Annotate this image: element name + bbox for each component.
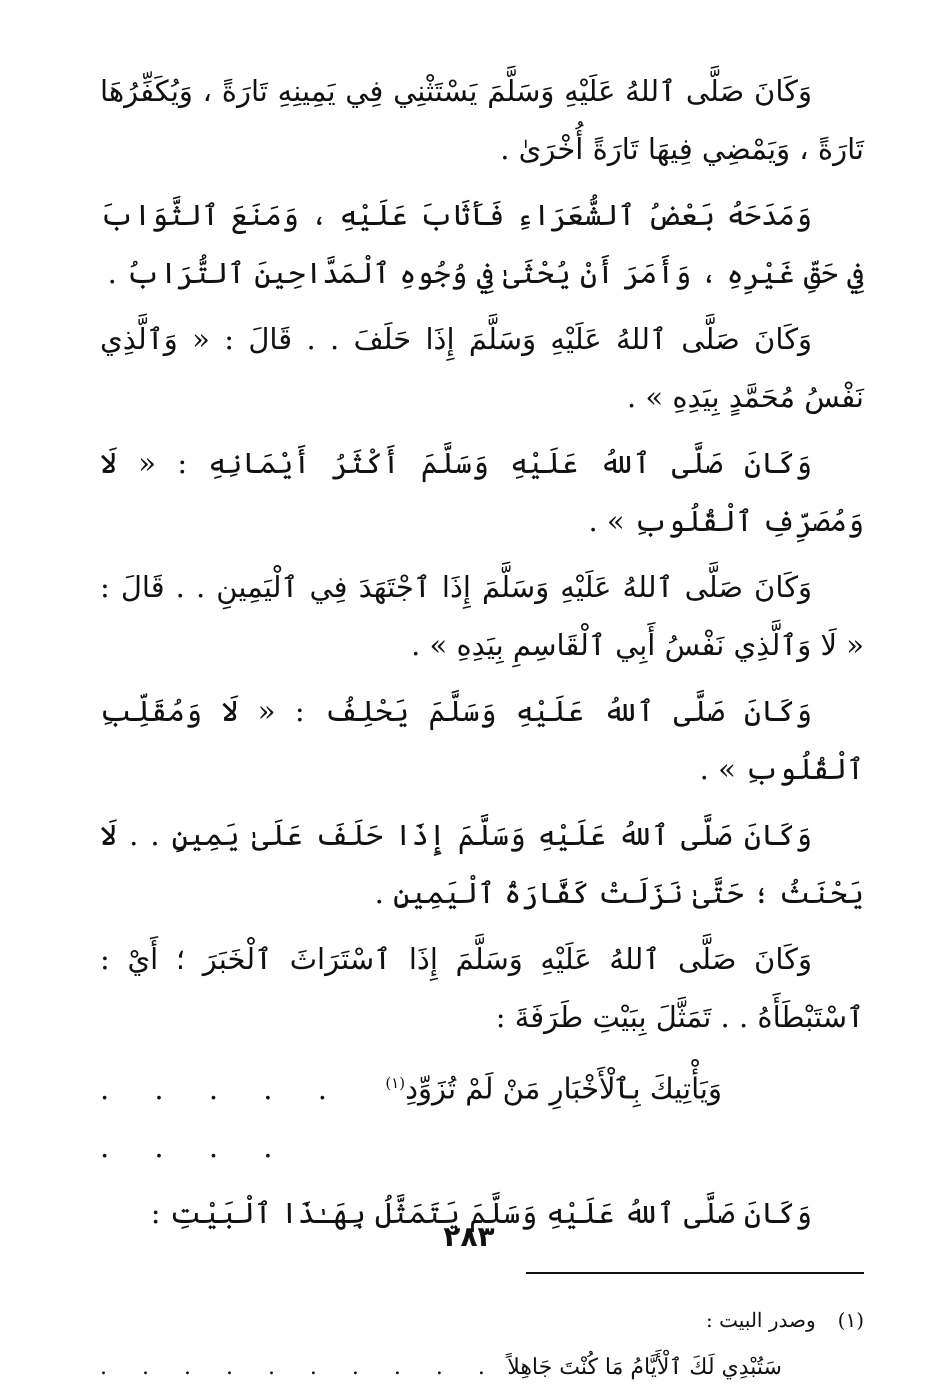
footnote-divider xyxy=(526,1272,864,1274)
paragraph-praise-of-poets: وَمَدَحَهُ بَعْضُ ٱلشُّعَرَاءِ فَأَثَابَ عَلَيْهِ ، وَمَنَعَ ٱلثَّوَابَ فِي حَقِّ غَيْرِهِ ، وَأَمَرَ أَنْ يُحْثَىٰ فِي وُجُوهِ ٱلْمَدَّاحِينَ ٱلتُّرَابُ . xyxy=(100,198,864,290)
paragraph-most-frequent-oath: وَكَانَ صَلَّى ٱللهُ عَلَيْهِ وَسَلَّمَ أَكْثَرُ أَيْمَانِهِ : « لَا وَمُصَرِّفِ ٱلْقُلُوبِ » . xyxy=(100,446,864,538)
paragraph-tarafa-verse-intro: وَكَانَ صَلَّى ٱللهُ عَلَيْهِ وَسَلَّمَ إِذَا ٱسْتَرَاثَ ٱلْخَبَرَ ؛ أَيْ : ٱسْتَبْطَأَهُ . . تَمَثَّلَ بِبَيْتِ طَرَفَةَ : xyxy=(100,942,864,1034)
paragraph-oath-turner-of-hearts: وَكَانَ صَلَّى ٱللهُ عَلَيْهِ وَسَلَّمَ يَحْلِفُ : « لَا وَمُقَلِّبِ ٱلْقُلُوبِ » . xyxy=(100,694,864,786)
paragraph-emphatic-oath: وَكَانَ صَلَّى ٱللهُ عَلَيْهِ وَسَلَّمَ إِذَا ٱجْتَهَدَ فِي ٱلْيَمِينِ . . قَالَ : « لَا وَٱلَّذِي نَفْسُ أَبِي ٱلْقَاسِمِ بِيَدِهِ » . xyxy=(100,570,864,662)
paragraph-closing: وَكَانَ صَلَّى ٱللهُ عَلَيْهِ وَسَلَّمَ يَتَمَثَّلُ بِهَـٰذَا ٱلْبَيْتِ : xyxy=(150,1195,812,1230)
paragraph-oath-expiation: وَكَانَ صَلَّى ٱللهُ عَلَيْهِ وَسَلَّمَ إِذَا حَلَفَ عَلَىٰ يَمِينٍ . . لَا يَحْنَثُ ؛ حَتَّىٰ نَزَلَتْ كَفَّارَةُ ٱلْيَمِينِ . xyxy=(100,818,864,910)
verse-hemistich xyxy=(385,1054,864,1118)
paragraph-exceptions-in-oath: وَكَانَ صَلَّى ٱللهُ عَلَيْهِ وَسَلَّمَ يَسْتَثْنِي فِي يَمِينِهِ تَارَةً ، وَيُكَفِّرُهَا تَارَةً ، وَيَمْضِي فِيهَا تَارَةً أُخْرَىٰ . xyxy=(100,74,864,166)
page-body xyxy=(100,62,864,1380)
footnote-label: وصدر البيت : xyxy=(706,1307,816,1332)
footnote-reference[interactable]: (١) xyxy=(385,1074,406,1092)
verse-hemistich-text: وَيَأْتِيكَ بِٱلْأَخْبَارِ مَنْ لَمْ تُزَوِّدِ xyxy=(405,1071,722,1106)
paragraph-oath-by-muhammad: وَكَانَ صَلَّى ٱللهُ عَلَيْهِ وَسَلَّمَ إِذَا حَلَفَ . . قَالَ : « وَٱلَّذِي نَفْسُ مُحَمَّدٍ بِيَدِهِ » . xyxy=(100,322,864,414)
tarafa-verse xyxy=(100,1054,864,1176)
verse-ellipsis: . . . . . . . . . xyxy=(100,1071,345,1164)
footnote-ellipsis: . . . . . . . . . . xyxy=(100,1354,499,1380)
footnote-hemistich: سَتُبْدِي لَكَ ٱلْأَيَّامُ مَا كُنْتَ جَاهِلاً xyxy=(507,1354,782,1380)
page-number: ٢٨٣ xyxy=(443,1220,495,1253)
footnote-verse xyxy=(100,1344,864,1392)
footnote xyxy=(100,1300,864,1340)
footnote-number: (١) xyxy=(837,1307,864,1332)
